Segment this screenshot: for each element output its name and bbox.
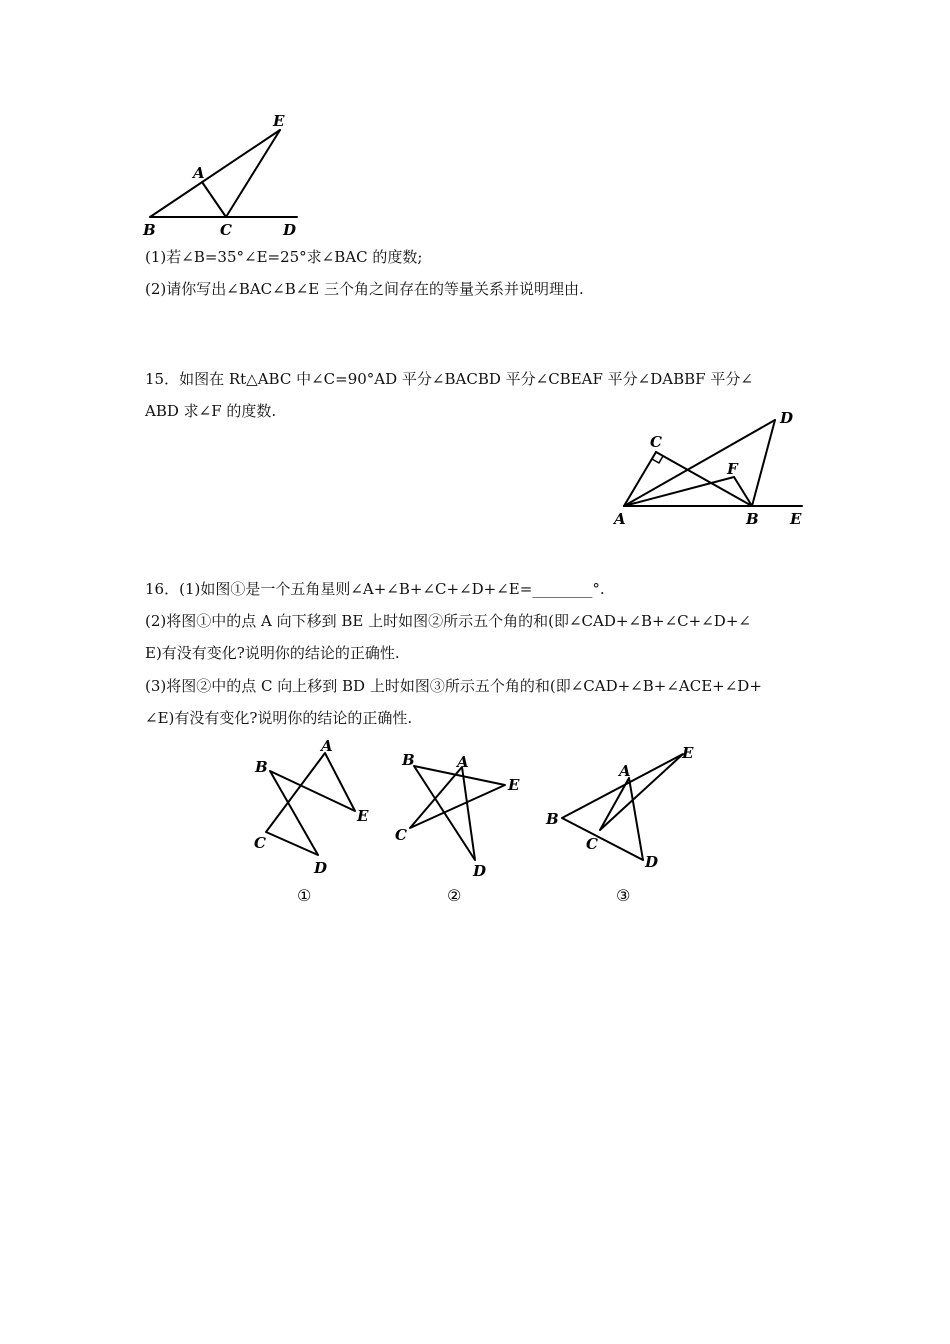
q16-fig3-label-b: B <box>546 810 559 828</box>
q15-figure <box>610 405 825 530</box>
q16-caption-3: ③ <box>616 886 631 905</box>
q16-fig2-label-b: B <box>402 751 415 769</box>
q16-caption-1: ① <box>297 886 312 905</box>
q16-fig3-label-d: D <box>645 853 659 871</box>
q16-figure-1 <box>245 735 375 910</box>
q15-text-line2: ABD 求∠F 的度数. <box>145 402 277 420</box>
q16-fig3-label-e: E <box>682 744 694 762</box>
q14-label-a: A <box>193 164 205 182</box>
q16-caption-2: ② <box>447 886 462 905</box>
q16-text-line1: 16．(1)如图①是一个五角星则∠A+∠B+∠C+∠D+∠E=________°. <box>145 580 605 598</box>
q16-fig2-label-d: D <box>473 862 487 880</box>
q14-segment-ce <box>226 130 280 217</box>
q16-fig3-label-c: C <box>586 835 598 853</box>
q14-label-d: D <box>283 221 297 239</box>
q16-fig1-label-a: A <box>321 737 333 755</box>
q14-label-b: B <box>143 221 156 239</box>
q15-label-d: D <box>780 409 794 427</box>
q16-text-line2: (2)将图①中的点 A 向下移到 BE 上时如图②所示五个角的和(即∠CAD+∠B+∠C+∠D+∠ <box>145 612 751 630</box>
q16-figure-2 <box>390 740 530 910</box>
q16-fig1-label-e: E <box>357 807 369 825</box>
q16-text-line3: E)有没有变化?说明你的结论的正确性. <box>145 644 400 662</box>
q16-fig2-label-c: C <box>395 826 407 844</box>
q16-fig1-label-c: C <box>254 834 266 852</box>
q14-segment-be <box>150 130 280 217</box>
q15-label-e: E <box>790 510 802 528</box>
q16-fig1-label-d: D <box>314 859 328 877</box>
q15-segment-ad <box>624 420 775 506</box>
q16-fig3-label-a: A <box>619 762 631 780</box>
q15-segment-bd <box>752 420 775 506</box>
q15-label-a: A <box>614 510 626 528</box>
q16-fig2-label-e: E <box>508 776 520 794</box>
q15-label-f: F <box>727 460 738 478</box>
q14-part2: (2)请你写出∠BAC∠B∠E 三个角之间存在的等量关系并说明理由. <box>145 280 584 298</box>
q14-label-c: C <box>220 221 232 239</box>
q16-figure-3 <box>540 738 700 910</box>
q16-fig2-label-a: A <box>457 753 469 771</box>
q14-label-e: E <box>273 112 285 130</box>
q16-fig2-outline <box>410 766 505 860</box>
q15-segment-af <box>624 477 734 506</box>
q15-text-line1: 15．如图在 Rt△ABC 中∠C=90°AD 平分∠BACBD 平分∠CBEAF 平分∠DABBF 平分∠ <box>145 370 753 388</box>
q16-fig1-label-b: B <box>255 758 268 776</box>
q16-fig1-star <box>266 753 355 855</box>
q16-text-line5: ∠E)有没有变化?说明你的结论的正确性. <box>145 709 413 727</box>
q15-label-c: C <box>650 433 662 451</box>
q14-part1: (1)若∠B=35°∠E=25°求∠BAC 的度数; <box>145 248 423 266</box>
q14-segment-ac <box>202 182 226 217</box>
q14-figure <box>140 110 310 240</box>
q16-text-line4: (3)将图②中的点 C 向上移到 BD 上时如图③所示五个角的和(即∠CAD+∠B+∠ACE+∠D+ <box>145 677 762 695</box>
q15-label-b: B <box>746 510 759 528</box>
